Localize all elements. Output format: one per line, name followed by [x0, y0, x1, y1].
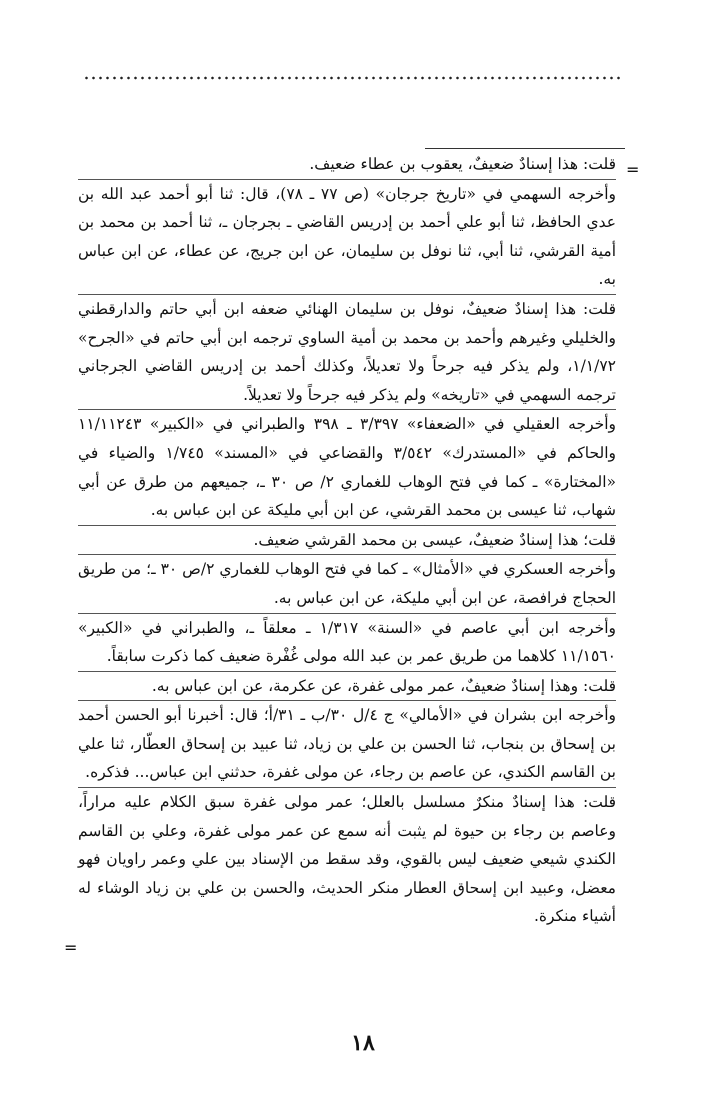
footnote-paragraph: قلت: هذا إسنادٌ ضعيفٌ، نوفل بن سليمان الهنائي ضعفه ابن أبي حاتم والدارقطني والخليلي وغيرهم وأحمد بن محمد بن أمية الساوي ترجمه ابن أبي حاتم في «الجرح» ١/١/٧٢، ولم يذكر فيه جرحاً ولا تعديلاً، وكذلك أحمد بن إدريس القاضي الجرجاني ترجمه السهمي في «تاريخه» ولم يذكر فيه جرحاً ولا تعديلاً. [78, 295, 616, 410]
footnote-rule [425, 148, 625, 149]
footnote-paragraph: وأخرجه السهمي في «تاريخ جرجان» (ص ٧٧ ـ ٧٨)، قال: ثنا أبو أحمد عبد الله بن عدي الحافظ، ثنا أبو علي أحمد بن إدريس القاضي ـ بجرجان ـ، ثنا أحمد بن محمد بن أمية القرشي، ثنا أبي، ثنا نوفل بن سليمان، عن ابن جريج، عن عطاء، عن ابن عباس به. [78, 180, 616, 295]
continues-next-page-marker: = [64, 938, 78, 957]
footnote-paragraph: وأخرجه ابن بشران في «الأمالي» ج ٤/ل ٣٠/ب ـ ٣١/أ؛ قال: أخبرنا أبو الحسن أحمد بن إسحاق بن بنجاب، ثنا الحسن بن علي بن زياد، ثنا عبيد بن إسحاق العطّار، ثنا علي بن القاسم الكندي، عن عاصم بن رجاء، عن مولى غفرة، حدثني ابن عباس... فذكره. [78, 701, 616, 788]
footnote-paragraph: وأخرجه العسكري في «الأمثال» ـ كما في فتح الوهاب للغماري ٢/ص ٣٠ ـ؛ من طريق الحجاج فرافصة، عن ابن أبي مليكة، عن ابن عباس به. [78, 555, 616, 613]
footnote-paragraph: قلت: هذا إسنادٌ منكرٌ مسلسل بالعلل؛ عمر مولى غفرة سبق الكلام عليه مراراً، وعاصم بن رجاء بن حيوة لم يثبت أنه سمع عن عمر مولى غفرة، وعلي بن القاسم الكندي شيعي ضعيف ليس بالقوي، وقد سقط من الإسناد بين علي وعمر راويان فهو معضل، وعبيد ابن إسحاق العطار منكر الحديث، والحسن بن علي بن زياد الوشاء له أشياء منكرة. [78, 793, 616, 926]
footnote-paragraph: قلت: وهذا إسنادٌ ضعيفٌ، عمر مولى غفرة، عن عكرمة، عن ابن عباس به. [78, 672, 616, 702]
footnote-body [78, 150, 616, 931]
footnote-paragraph: قلت: هذا إسنادٌ ضعيفٌ، يعقوب بن عطاء ضعيف. [78, 150, 616, 180]
footnote-paragraph: قلت؛ هذا إسنادٌ ضعيفٌ، عيسى بن محمد القرشي ضعيف. [78, 526, 616, 556]
footnote-paragraph: وأخرجه ابن أبي عاصم في «السنة» ١/٣١٧ ـ معلقاً ـ، والطبراني في «الكبير» ١١/١٥٦٠ كلاهما من طريق عمر بن عبد الله مولى غُفْرة ضعيف كما ذكرت سابقاً. [78, 614, 616, 672]
footnote-paragraph: وأخرجه العقيلي في «الضعفاء» ٣/٣٩٧ ـ ٣٩٨ والطبراني في «الكبير» ١١/١١٢٤٣ والحاكم في «المستدرك» ٣/٥٤٢ والقضاعي في «المسند» ١/٧٤٥ والضياء في «المختارة» ـ كما في فتح الوهاب للغماري ٢/ ص ٣٠ ـ، جميعهم من طرق عن أبي شهاب، ثنا عيسى بن محمد القرشي، عن ابن أبي مليكة عن ابن عباس به. [78, 410, 616, 525]
dotted-separator [83, 76, 623, 80]
continued-from-previous-marker: = [626, 160, 640, 179]
page-number: ١٨ [351, 1030, 375, 1056]
